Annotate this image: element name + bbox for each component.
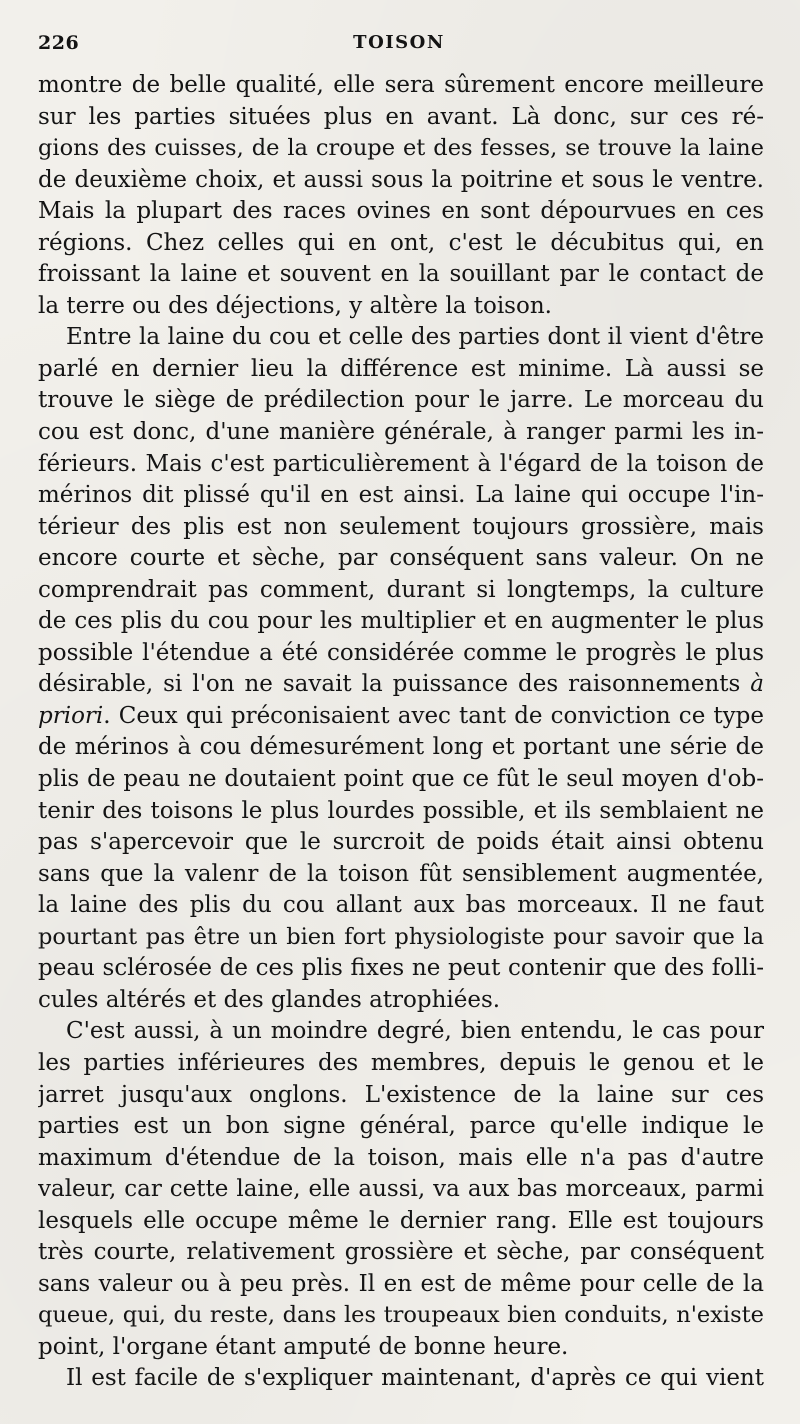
- line-text: pas s'apercevoir que le surcroit de poids était ainsi obtenu: [38, 829, 764, 856]
- text-line: [38, 196, 764, 228]
- text-line: [38, 701, 764, 733]
- text-line: [38, 354, 764, 386]
- line-text: térieur des plis est non seulement toujours grossière, mais: [38, 513, 764, 540]
- line-text: parties est un bon signe général, parce qu'elle indique le: [38, 1113, 764, 1140]
- line-text: la terre ou des déjections, y altère la toison.: [38, 292, 552, 319]
- line-text: peau sclérosée de ces plis fixes ne peut contenir que des folli-: [38, 955, 764, 982]
- line-text: jarret jusqu'aux onglons. L'existence de la laine sur ces: [38, 1081, 764, 1108]
- line-text: froissant la laine et souvent en la souillant par le contact de: [38, 261, 764, 288]
- line-text: férieurs. Mais c'est particulièrement à l'égard de la toison de: [38, 450, 764, 477]
- line-text: parlé en dernier lieu la différence est minime. Là aussi se: [38, 355, 764, 382]
- text-line: [38, 859, 764, 891]
- text-line: [38, 1300, 764, 1332]
- text-line: [38, 796, 764, 828]
- line-text: la laine des plis du cou allant aux bas morceaux. Il ne faut: [38, 892, 764, 919]
- line-text: les parties inférieures des membres, depuis le genou et le: [38, 1049, 764, 1076]
- line-text: désirable, si l'on ne savait la puissance des raisonnements: [38, 671, 741, 698]
- text-line: [38, 985, 764, 1017]
- text-line: [38, 512, 764, 544]
- text-line: [38, 291, 764, 323]
- line-text: de ces plis du cou pour les multiplier et en augmenter le plus: [38, 608, 764, 635]
- line-text: cou est donc, d'une manière générale, à ranger parmi les in-: [38, 419, 764, 446]
- text-line: [38, 669, 764, 701]
- text-line: [38, 953, 764, 985]
- text-line: [38, 1080, 764, 1112]
- text-line: [38, 480, 764, 512]
- line-text: montre de belle qualité, elle sera sûrement encore meilleure: [38, 72, 764, 98]
- line-text: de deuxième choix, et aussi sous la poitrine et sous le ventre.: [38, 166, 764, 193]
- text-line: [38, 1143, 764, 1175]
- text-line: [38, 1363, 764, 1395]
- line-text: possible l'étendue a été considérée comme le progrès le plus: [38, 639, 764, 666]
- line-text: Mais la plupart des races ovines en sont dépourvues en ces: [38, 198, 764, 225]
- line-text: tenir des toisons le plus lourdes possible, et ils semblaient ne: [38, 797, 764, 824]
- line-text: régions. Chez celles qui en ont, c'est le décubitus qui, en: [38, 229, 764, 256]
- page-header: [38, 32, 760, 60]
- text-line: [38, 385, 764, 417]
- text-line: [38, 543, 764, 575]
- text-line: [38, 638, 764, 670]
- text-line: [38, 1111, 764, 1143]
- line-text: comprendrait pas comment, durant si longtemps, la culture: [38, 576, 764, 603]
- text-line: [38, 1206, 764, 1238]
- text-line: [38, 228, 764, 260]
- text-line: [38, 890, 764, 922]
- italic-text: à: [750, 671, 764, 698]
- line-text: lesquels elle occupe même le dernier rang. Elle est toujours: [38, 1207, 764, 1234]
- text-line: [38, 1016, 764, 1048]
- text-line: [38, 322, 764, 354]
- line-text: pourtant pas être un bien fort physiologiste pour savoir que la: [38, 923, 764, 950]
- line-text: valeur, car cette laine, elle aussi, va aux bas morceaux, parmi: [38, 1176, 764, 1203]
- text-line: [38, 922, 764, 954]
- text-line: [38, 1332, 764, 1364]
- line-text: gions des cuisses, de la croupe et des fesses, se trouve la laine: [38, 135, 764, 162]
- text-line: [38, 417, 764, 449]
- line-text: plis de peau ne doutaient point que ce fût le seul moyen d'ob-: [38, 766, 764, 793]
- line-text: sans que la valenr de la toison fût sensiblement augmentée,: [38, 860, 764, 887]
- text-line: [38, 1269, 764, 1301]
- line-text: de mérinos à cou démesurément long et portant une série de: [38, 734, 764, 761]
- text-line: [38, 606, 764, 638]
- text-line: [38, 764, 764, 796]
- line-text: C'est aussi, à un moindre degré, bien entendu, le cas pour: [66, 1018, 764, 1045]
- line-text: . Ceux qui préconisaient avec tant de conviction ce type: [103, 702, 764, 729]
- page-number: 226: [38, 32, 80, 54]
- text-line: [38, 827, 764, 859]
- line-text: Il est facile de s'expliquer maintenant, d'après ce qui vient: [66, 1365, 764, 1392]
- line-text: très courte, relativement grossière et sèche, par conséquent: [38, 1239, 764, 1266]
- italic-text: priori: [38, 702, 104, 729]
- line-text: Entre la laine du cou et celle des parties dont il vient d'être: [66, 324, 764, 351]
- line-text: trouve le siège de prédilection pour le jarre. Le morceau du: [38, 387, 764, 414]
- text-line: [38, 70, 764, 102]
- running-head: TOISON: [353, 32, 445, 53]
- text-line: [38, 102, 764, 134]
- line-text: encore courte et sèche, par conséquent sans valeur. On ne: [38, 545, 764, 572]
- body-text: [38, 70, 764, 1395]
- text-line: [38, 133, 764, 165]
- text-line: [38, 1174, 764, 1206]
- line-text: mérinos dit plissé qu'il en est ainsi. La laine qui occupe l'in-: [38, 482, 764, 509]
- text-line: [38, 575, 764, 607]
- text-line: [38, 165, 764, 197]
- line-text: cules altérés et des glandes atrophiées.: [38, 986, 501, 1013]
- line-text: sur les parties situées plus en avant. Là donc, sur ces ré-: [38, 103, 764, 130]
- line-text: point, l'organe étant amputé de bonne heure.: [38, 1333, 569, 1360]
- text-line: [38, 732, 764, 764]
- text-line: [38, 259, 764, 291]
- text-line: [38, 449, 764, 481]
- line-text: queue, qui, du reste, dans les troupeaux bien conduits, n'existe: [38, 1302, 764, 1329]
- text-line: [38, 1048, 764, 1080]
- line-text: sans valeur ou à peu près. Il en est de même pour celle de la: [38, 1270, 764, 1297]
- line-text: maximum d'étendue de la toison, mais elle n'a pas d'autre: [38, 1144, 764, 1171]
- text-line: [38, 1237, 764, 1269]
